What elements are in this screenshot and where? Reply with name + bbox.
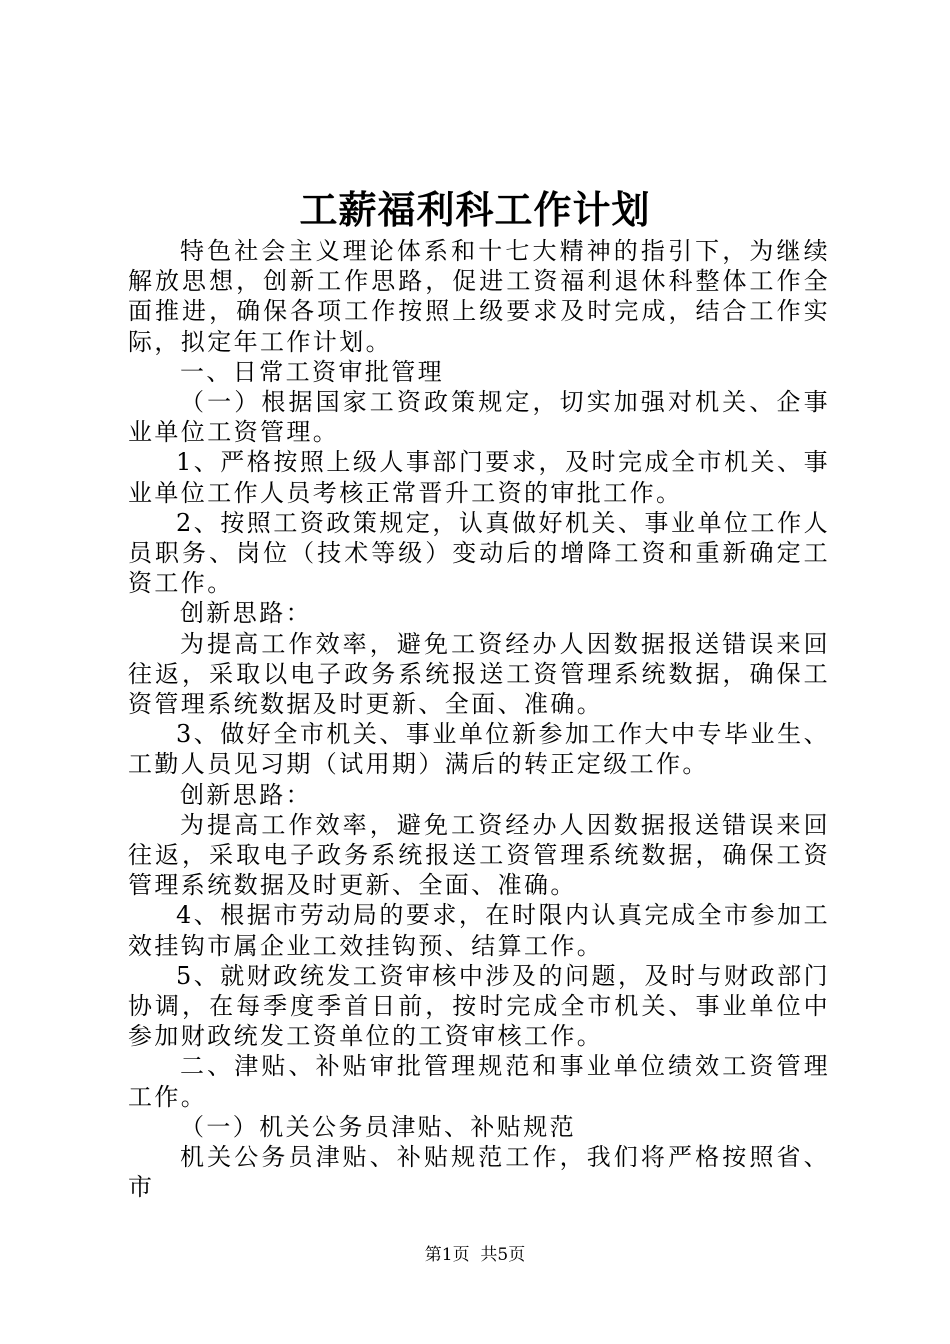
- item-paragraph-1: 1、严格按照上级人事部门要求，及时完成全市机关、事业单位工作人员考核正常晋升工资的审批工作。: [128, 448, 830, 507]
- innovation-label-1: 创新思路：: [180, 599, 312, 628]
- section-heading-1: 一、日常工资审批管理: [180, 357, 444, 386]
- document-body: [128, 236, 830, 1203]
- page-total: 共5页: [480, 1245, 526, 1265]
- item-paragraph-5: 5、就财政统发工资审核中涉及的问题，及时与财政部门协调，在每季度季首日前，按时完成全市机关、事业单位中参加财政统发工资单位的工资审核工作。: [128, 961, 830, 1051]
- page-footer: [0, 1243, 950, 1267]
- item-paragraph-4: 4、根据市劳动局的要求，在时限内认真完成全市参加工效挂钩市属企业工效挂钩预、结算工作。: [128, 901, 830, 960]
- intro-paragraph: 特色社会主义理论体系和十七大精神的指引下，为继续解放思想，创新工作思路，促进工资福利退休科整体工作全面推进，确保各项工作按照上级要求及时完成，结合工作实际，拟定年工作计划。: [128, 237, 830, 356]
- innovation-paragraph-1: 为提高工作效率，避免工资经办人因数据报送错误来回往返，采取以电子政务系统报送工资管理系统数据，确保工资管理系统数据及时更新、全面、准确。: [128, 629, 830, 719]
- item-paragraph-3: 3、做好全市机关、事业单位新参加工作大中专毕业生、工勤人员见习期（试用期）满后的转正定级工作。: [128, 720, 830, 779]
- item-paragraph-2: 2、按照工资政策规定，认真做好机关、事业单位工作人员职务、岗位（技术等级）变动后的增降工资和重新确定工资工作。: [128, 508, 830, 598]
- page-number: 第1页: [424, 1245, 470, 1265]
- subsection-heading-2-1: （一）机关公务员津贴、补贴规范: [180, 1112, 576, 1141]
- body-paragraph-final: 机关公务员津贴、补贴规范工作，我们将严格按照省、市: [128, 1143, 830, 1202]
- innovation-label-2: 创新思路：: [180, 780, 312, 809]
- innovation-paragraph-2: 为提高工作效率，避免工资经办人因数据报送错误来回往返，采取电子政务系统报送工资管理系统数据，确保工资管理系统数据及时更新、全面、准确。: [128, 810, 830, 900]
- subsection-heading-1-1: （一）根据国家工资政策规定，切实加强对机关、企事业单位工资管理。: [128, 388, 830, 447]
- section-heading-2: 二、津贴、补贴审批管理规范和事业单位绩效工资管理工作。: [128, 1052, 830, 1111]
- document-title: 工薪福利科工作计划: [299, 187, 651, 232]
